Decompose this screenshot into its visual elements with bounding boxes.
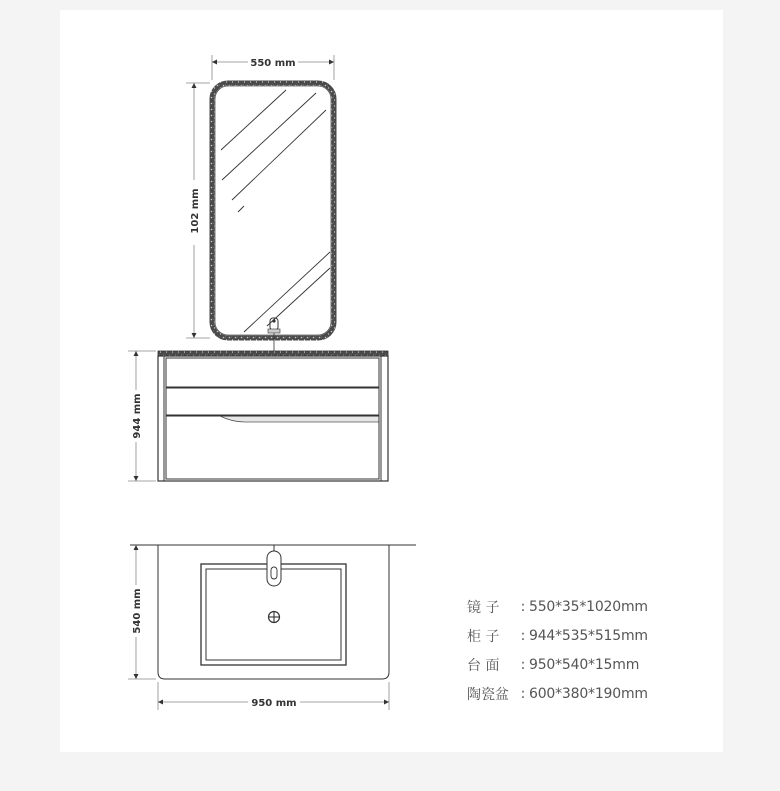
mirror-height-label: 102 mm bbox=[190, 188, 201, 234]
countertop-width-dimension bbox=[158, 682, 389, 710]
drawer-handle bbox=[220, 416, 379, 422]
countertop-depth-dimension bbox=[128, 545, 156, 679]
mirror-frame bbox=[212, 83, 334, 338]
spec-label: 柜 子 bbox=[467, 628, 500, 645]
mirror-width-label: 550 mm bbox=[250, 58, 296, 69]
countertop-depth-label: 540 mm bbox=[132, 588, 143, 634]
mirror-height-dimension bbox=[186, 83, 210, 338]
spec-row-basin: 陶瓷盆 : 600*380*190mm bbox=[467, 685, 648, 703]
spec-value: 600*380*190mm bbox=[529, 685, 648, 702]
cabinet-height-dimension bbox=[128, 351, 156, 481]
countertop-width-label: 950 mm bbox=[251, 698, 297, 709]
drain-icon bbox=[269, 612, 280, 623]
mirror-inner-edge bbox=[215, 86, 331, 335]
spec-label: 陶瓷盆 bbox=[467, 686, 509, 703]
spec-label: 台 面 bbox=[467, 657, 500, 674]
mirror-width-dimension bbox=[212, 55, 334, 80]
spec-row-countertop: 台 面 : 950*540*15mm bbox=[467, 656, 640, 674]
spec-value: 944*535*515mm bbox=[529, 627, 648, 644]
spec-value: 950*540*15mm bbox=[529, 656, 640, 673]
spec-label: 镜 子 bbox=[467, 599, 500, 616]
spec-value: 550*35*1020mm bbox=[529, 598, 648, 615]
spec-row-mirror: 镜 子 : 550*35*1020mm bbox=[467, 598, 648, 616]
spec-list bbox=[467, 592, 648, 708]
mirror bbox=[212, 83, 334, 352]
countertop-plan bbox=[130, 545, 416, 679]
spec-row-cabinet: 柜 子 : 944*535*515mm bbox=[467, 627, 648, 645]
faucet-top-icon bbox=[267, 545, 281, 586]
vanity-cabinet bbox=[158, 351, 388, 481]
countertop bbox=[158, 351, 388, 356]
mirror-reflection-lines bbox=[221, 90, 330, 332]
cabinet-height-label: 944 mm bbox=[132, 393, 143, 439]
